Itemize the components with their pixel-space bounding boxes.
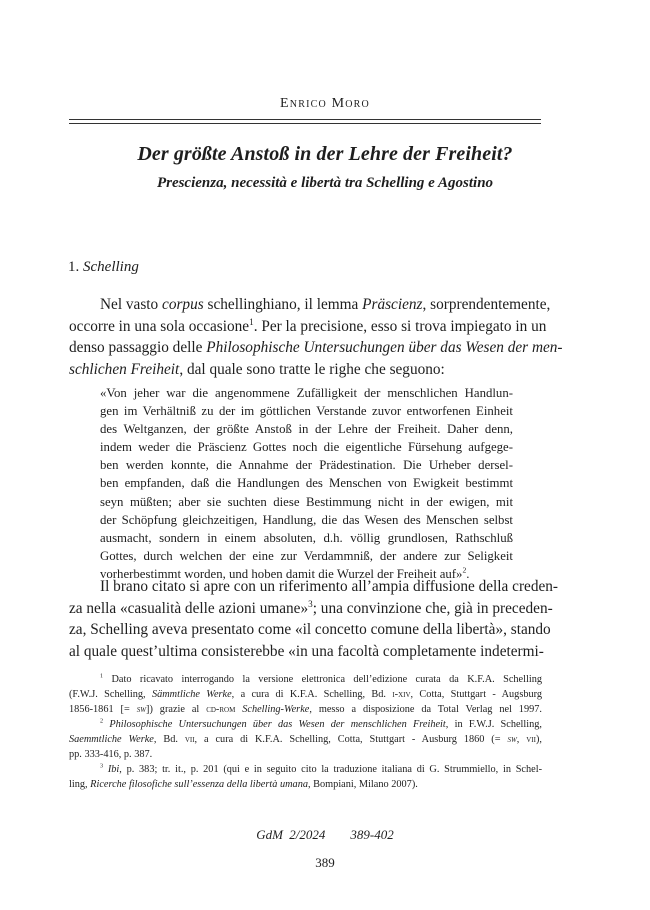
quote-line: «Von jeher war die angenommene Zufälligkeit der menschlichen Handlun-	[100, 386, 513, 400]
paragraph-line: za nella «casualità delle azioni umane»$^3$; una convinzione che, già in preceden-	[69, 598, 553, 617]
paragraph-line: Il brano citato si apre con un riferimento all’ampia diffusione della creden-	[100, 578, 559, 595]
quote-line: vorherbestimmt worden, und hoben damit die Wurzel der Freiheit auf»$^2$.	[100, 565, 470, 581]
footnote-2: $^2$ Philosophische Untersuchungen über das Wesen der menschlichen Freiheit, in F.W.J. Schelling,	[100, 717, 543, 730]
paragraph-line: schlichen Freiheit, dal quale sono tratte le righe che seguono:	[69, 361, 445, 379]
journal-issue: GdM 2/2024	[256, 827, 326, 842]
footnotes	[69, 672, 542, 792]
section-heading	[68, 259, 139, 276]
quote-line: indem weder die Präscienz Gottes noch die eigentliche Fürsehung aufgege-	[100, 440, 513, 455]
quote-line: gen im Verhältniß zu der im göttlichen Verstande zuvor entworfenen Einheit	[100, 404, 513, 419]
block-quote	[100, 384, 513, 583]
footnote-ref-3[interactable]: 3	[308, 598, 313, 609]
paragraph-2	[69, 576, 559, 663]
footnote-line: (F.W.J. Schelling, Sämmtliche Werke, a cura di K.F.A. Schelling, Bd. i-xiv, Cotta, Stuttgart - Augsburg	[69, 689, 543, 700]
footnote-line: Saemmtliche Werke, Bd. vii, a cura di K.F.A. Schelling, Cotta, Stuttgart - Ausburg 1860 (= sw, vii),	[69, 734, 542, 745]
article-subtitle: Prescienza, necessità e libertà tra Schelling e Agostino	[156, 175, 494, 191]
paragraph-line: al quale quest’ultima consisterebbe «in una facoltà completamente indetermi-	[69, 643, 544, 661]
footnote-ref-1[interactable]: 1	[249, 316, 254, 327]
quote-line: ben werden konnte, die Annahme der Prädestination. Die Urheber dersel-	[100, 458, 513, 473]
footnote-line: pp. 333-416, p. 387.	[69, 749, 153, 760]
footnote-1: $^1$ Dato ricavato interrogando la versione elettronica dell’edizione curata da K.F.A. Schelling	[100, 672, 543, 685]
header-rule-bottom	[69, 123, 541, 124]
footnote-line: 1856-1861 [= sw]) grazie al cd-rom Schelling-Werke, messo a disposizione da Total Verlag nel 1997.	[69, 704, 542, 715]
quote-line: ausmacht, sondern in einem absoluten, d.h. völlig grundlosen, Rathschluß	[100, 530, 513, 545]
paragraph-line: occorre in una sola occasione$^1$. Per la precisione, esso si trova impiegato in un	[69, 316, 547, 335]
page-number: 389	[315, 855, 335, 870]
section-number: 1.	[68, 259, 83, 275]
footnote-3: $^3$ Ibi, p. 383; tr. it., p. 201 (qui e in seguito cito la traduzione italiana di G. Strummiello, in Schel-	[100, 762, 542, 775]
paragraph-line: za, Schelling aveva presentato come «il concetto comune della libertà», stando	[69, 621, 551, 639]
paragraph-1	[69, 294, 563, 381]
quote-line: seyn müßten; aber sie suchten diese Bestimmung nicht in der ewigen, mit	[100, 494, 513, 509]
quote-line: der Schöpfung gleichzeitigen, Handlung, die das Wesen des Menschen selbst	[100, 512, 513, 527]
running-head-author: Enrico Moro	[280, 96, 370, 111]
section-title: Schelling	[83, 259, 139, 275]
page-range: 389-402	[350, 827, 394, 842]
article-title: Der größte Anstoß in der Lehre der Freiheit?	[137, 143, 513, 165]
paragraph-line: Nel vasto corpus schellinghiano, il lemma Präscienz, sorprendentemente,	[100, 296, 551, 313]
quote-line: ben empfanden, daß die Handlungen des Menschen von Ewigkeit bestimmt	[100, 476, 513, 491]
quote-line: Gottes, durch welchen der eine zur Verdammniß, der andere zur Seligkeit	[100, 548, 513, 563]
quote-line: des Weltganzen, der größte Anstoß in der Lehre der Freiheit. Daher denn,	[100, 422, 513, 437]
journal-footer	[0, 827, 650, 843]
header-rule-top	[69, 119, 541, 120]
footnote-line: ling, Ricerche filosofiche sull’essenza della libertà umana, Bompiani, Milano 2007).	[69, 779, 418, 790]
paragraph-line: denso passaggio delle Philosophische Untersuchungen über das Wesen der men-	[69, 339, 563, 357]
footnote-ref-2[interactable]: 2	[462, 565, 467, 575]
